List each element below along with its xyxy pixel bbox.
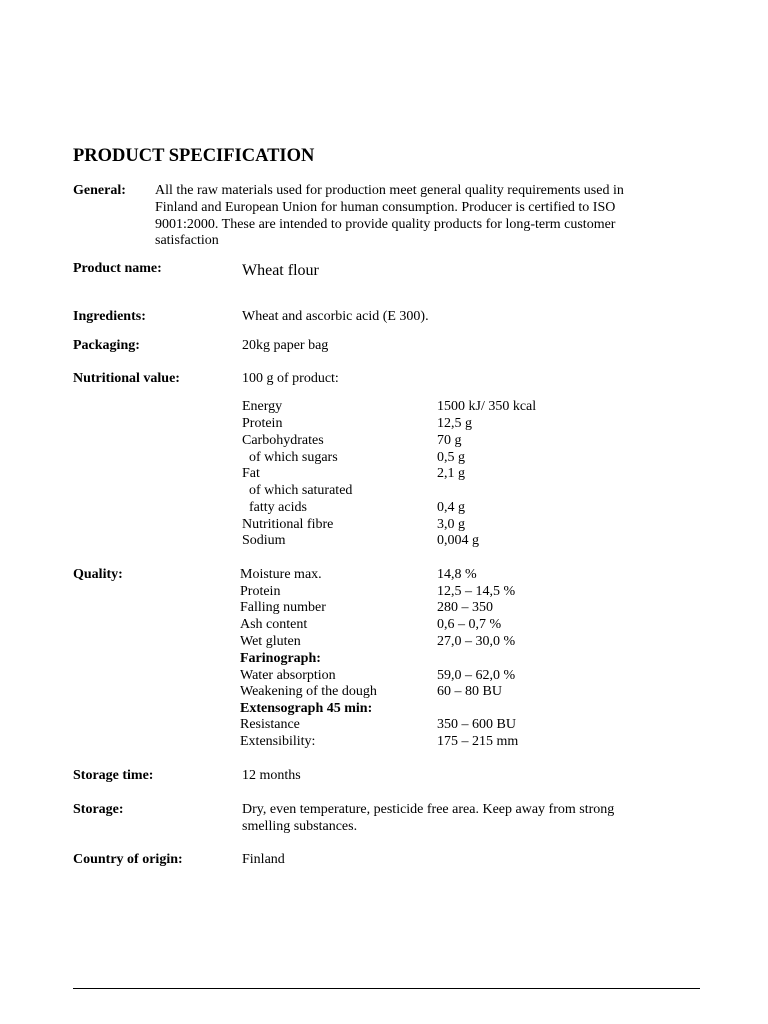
quality-row-name: Water absorption — [240, 668, 336, 683]
origin-label: Country of origin: — [73, 852, 183, 867]
general-text-line: All the raw materials used for production meet general quality requirements used in — [155, 183, 624, 198]
general-text-line: satisfaction — [155, 233, 219, 249]
quality-row-value: 350 – 600 BU — [437, 717, 516, 732]
origin-value: Finland — [242, 852, 285, 867]
quality-row-name: Falling number — [240, 600, 326, 615]
nutrition-row-name: Nutritional fibre — [242, 517, 334, 532]
nutrition-row-value: 0,004 g — [437, 533, 479, 548]
storage-text-line: Dry, even temperature, pesticide free area. Keep away from strong — [242, 802, 615, 817]
storage-label: Storage: — [73, 802, 124, 817]
general-text-line: Finland and European Union for human consumption. Producer is certified to ISO — [155, 199, 616, 215]
footer-divider — [73, 988, 700, 989]
nutrition-row-name: of which sugars — [242, 450, 338, 465]
nutrition-row-name: fatty acids — [242, 500, 307, 515]
quality-row-value: 280 – 350 — [437, 600, 493, 615]
quality-label: Quality: — [73, 567, 123, 582]
quality-row-name: Ash content — [240, 617, 308, 632]
quality-row-value: 175 – 215 mm — [437, 734, 519, 749]
storage-time-value: 12 months — [242, 768, 301, 783]
quality-row-name: Moisture max. — [240, 567, 322, 582]
nutrition-basis: 100 g of product: — [242, 371, 339, 386]
nutrition-label: Nutritional value: — [73, 371, 180, 386]
quality-row-name: Resistance — [240, 717, 300, 732]
quality-row-name: Weakening of the dough — [240, 684, 377, 699]
quality-row-name: Protein — [240, 584, 281, 599]
general-text-line: 9001:2000. These are intended to provide quality products for long-term customer — [155, 216, 616, 232]
nutrition-row-name: Protein — [242, 416, 283, 431]
ingredients-label: Ingredients: — [73, 309, 146, 324]
quality-row-name: Extensibility: — [240, 734, 316, 749]
quality-row-value: 59,0 – 62,0 % — [437, 668, 516, 683]
nutrition-row-value: 3,0 g — [437, 517, 465, 532]
quality-row-value: 27,0 – 30,0 % — [437, 634, 516, 649]
product-name-label: Product name: — [73, 261, 162, 276]
nutrition-row-name: Energy — [242, 399, 283, 414]
nutrition-row-name: Sodium — [242, 533, 286, 548]
nutrition-row-name: Fat — [242, 466, 260, 481]
ingredients-value: Wheat and ascorbic acid (E 300). — [242, 309, 429, 324]
quality-row-value: 60 – 80 BU — [437, 684, 502, 699]
quality-row-value: 12,5 – 14,5 % — [437, 584, 516, 599]
extensograph-heading: Extensograph 45 min: — [240, 701, 373, 716]
nutrition-row-value: 0,5 g — [437, 450, 465, 465]
general-label: General: — [73, 183, 126, 198]
nutrition-row-value: 2,1 g — [437, 466, 465, 481]
nutrition-row-value: 1500 kJ/ 350 kcal — [437, 399, 537, 414]
storage-text-line: smelling substances. — [242, 819, 358, 834]
nutrition-row-name: of which saturated — [242, 483, 353, 498]
storage-time-label: Storage time: — [73, 768, 154, 783]
quality-row-value: 14,8 % — [437, 567, 477, 582]
nutrition-row-name: Carbohydrates — [242, 433, 324, 448]
farinograph-heading: Farinograph: — [240, 651, 321, 666]
packaging-label: Packaging: — [73, 338, 140, 353]
nutrition-row-value: 70 g — [437, 433, 462, 448]
product-name-value: Wheat flour — [242, 262, 319, 279]
page-title: PRODUCT SPECIFICATION — [73, 146, 315, 166]
general-text — [155, 183, 695, 250]
packaging-value: 20kg paper bag — [242, 338, 329, 353]
nutrition-row-value: 0,4 g — [437, 500, 465, 515]
quality-row-value: 0,6 – 0,7 % — [437, 617, 502, 632]
nutrition-row-value: 12,5 g — [437, 416, 472, 431]
quality-row-name: Wet gluten — [240, 634, 301, 649]
